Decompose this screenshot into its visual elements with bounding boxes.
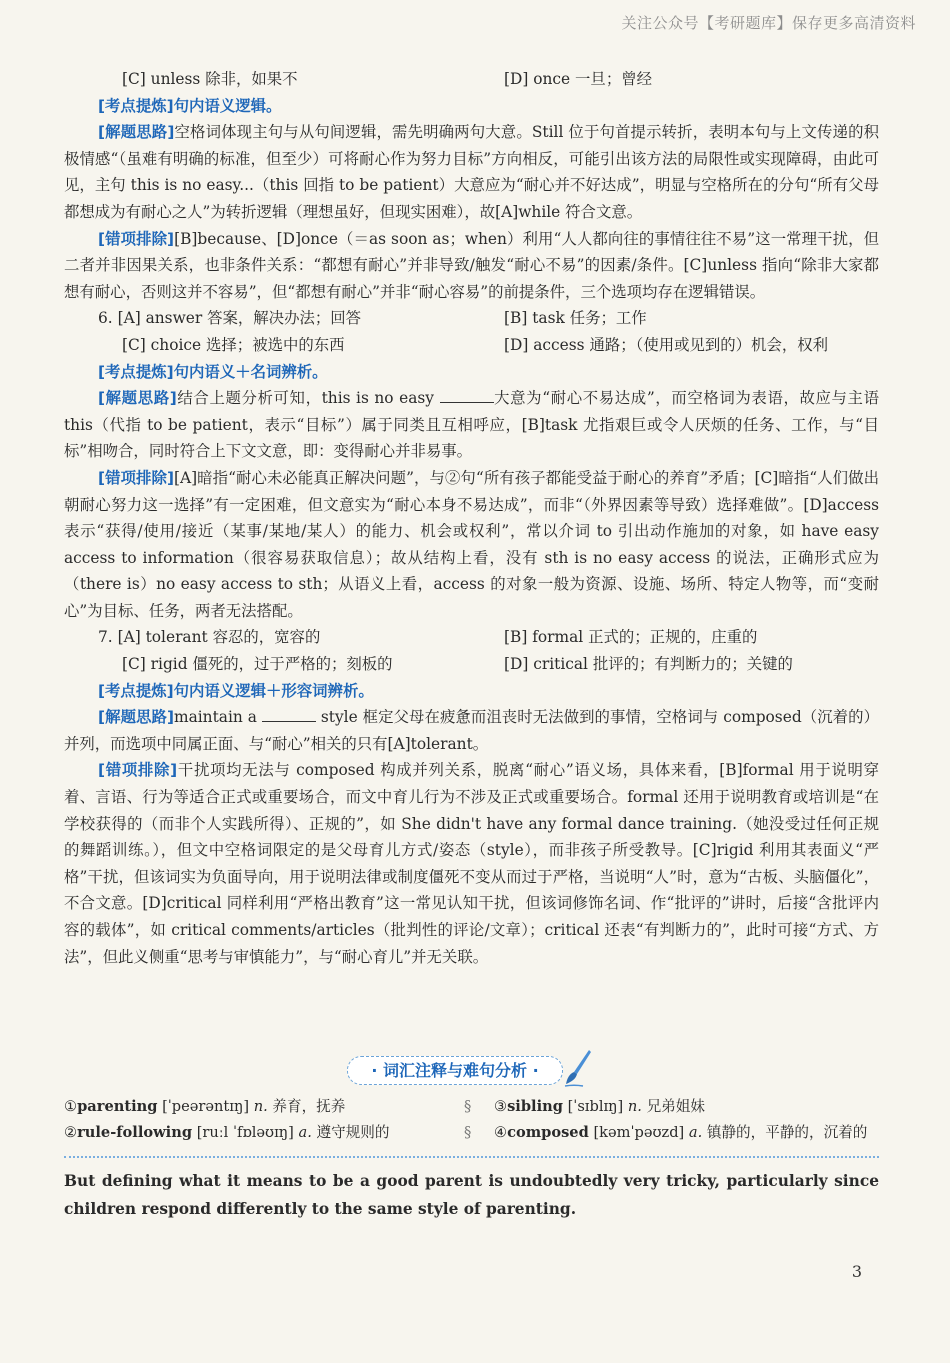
vocab-num: ① (64, 1098, 78, 1115)
q7-jieti (64, 704, 879, 757)
vocab-meaning: 养育，抚养 (272, 1098, 346, 1115)
vocab-phonetic: [ruːl ˈfɒləʊɪŋ] (196, 1124, 294, 1141)
q7-option-c: [C] rigid 僵死的，过于严格的；刻板的 (122, 655, 393, 674)
kaodian-tag: [考点提炼] (98, 362, 174, 381)
brush-icon (563, 1048, 593, 1088)
vocab-phonetic: [ˈpeərəntɪŋ] (162, 1098, 250, 1115)
vocab-word: rule-following (77, 1124, 193, 1141)
q7-kaodian (64, 678, 879, 705)
q6-option-c: [C] choice 选择；被选中的东西 (122, 335, 345, 354)
q5-option-c: [C] unless 除非，如果不 (122, 70, 298, 88)
vocab-item (64, 1120, 464, 1146)
vocab-row (64, 1094, 879, 1120)
vocab-list (64, 1094, 879, 1146)
q5-cuoxiang (64, 226, 879, 306)
vocab-banner-title: · 词汇注释与难句分析 · (347, 1056, 563, 1085)
cuoxiang-tag: [错项排除] (98, 229, 175, 248)
q5-option-d: [D] once 一旦；曾经 (504, 70, 652, 88)
page-content (64, 66, 879, 970)
jieti-tag: [解题思路] (98, 389, 177, 408)
section-divider (64, 1156, 879, 1158)
q6-option-d: [D] access 通路；（使用或见到的）机会，权利 (504, 335, 829, 354)
vocab-item (494, 1094, 879, 1120)
q5-kaodian (64, 93, 879, 120)
vocab-divider: § (464, 1124, 472, 1141)
q5-options-row (64, 66, 879, 93)
vocab-word: parenting (77, 1098, 158, 1115)
vocab-num: ④ (494, 1124, 508, 1141)
q7-option-b: [B] formal 正式的；正规的，庄重的 (504, 628, 758, 647)
q6-jieti (64, 385, 879, 465)
vocab-word: sibling (507, 1098, 563, 1115)
vocab-row (64, 1120, 879, 1146)
kaodian-text: 句内语义逻辑＋形容词辨析。 (173, 681, 374, 700)
cuoxiang-text: [B]because、[D]once（＝as soon as；when）利用“人人都向往的事情往往不易”这一常理干扰，但二者并非因果关系，也非条件关系：“都想有耐心”并非导致/触发“耐心不易”的因素/条件。[C]unless 指向“除非大家都想有耐心，否则这并不容易”，但“都想有耐心”并非“耐心容易”的前提条件，三个选项均存在逻辑错误。 (64, 229, 879, 301)
vocab-num: ② (64, 1124, 78, 1141)
q6-options-row-2 (64, 332, 879, 359)
vocab-meaning: 兄弟姐妹 (646, 1098, 705, 1115)
cuoxiang-tag: [错项排除] (98, 468, 174, 487)
jieti-text-pre: 结合上题分析可知，this is no easy (176, 389, 434, 408)
vocab-section-banner (347, 1054, 593, 1086)
jieti-text-post: style 框定父母在疲惫而沮丧时无法做到的事情，空格词与 composed（沉着的）并列，而选项中同属正面、与“耐心”相关的只有[A]tolerant。 (64, 708, 879, 753)
page-number: 3 (851, 1262, 862, 1281)
q7-option-a: 7. [A] tolerant 容忍的，宽容的 (98, 628, 321, 647)
q6-kaodian (64, 359, 879, 386)
vocab-phonetic: [ˈsɪblɪŋ] (567, 1098, 624, 1115)
q6-option-a: 6. [A] answer 答案，解决办法；回答 (98, 309, 362, 328)
jieti-text: 空格词体现主句与从句间逻辑，需先明确两句大意。Still 位于句首提示转折，表明本句与上文传递的积极情感“（虽难有明确的标准，但至少）可将耐心作为努力目标”方向相反，可能引出该方法的局限性或实现障碍，由此可见，主句 this is no easy...（this 回指 to be patient）大意应为“耐心并不好达成”，明显与空格所在的分句“所有父母都想成为有耐心之人”为转折逻辑（理想虽好，但现实困难），故[A]while 符合文意。 (64, 123, 880, 221)
vocab-item (494, 1120, 879, 1146)
jieti-text-post: 大意为“耐心不易达成”，而空格词为表语，故应与主语 this（代指 to be patient，表示“目标”）属于同类且互相呼应，[B]task 尤指艰巨或令人厌烦的任务、工作，与“目标”相吻合，同时符合上下文文意，即：变得耐心并非易事。 (64, 389, 879, 461)
vocab-pos: n. (253, 1098, 268, 1115)
answer-blank (440, 388, 494, 403)
vocab-pos: a. (298, 1124, 312, 1141)
vocab-num: ③ (494, 1098, 508, 1115)
q7-options-row-2 (64, 651, 879, 678)
kaodian-tag: [考点提炼] (98, 96, 174, 115)
q6-cuoxiang (64, 465, 879, 625)
q7-options-row-1 (64, 624, 879, 651)
answer-blank (262, 707, 316, 722)
kaodian-text: 句内语义逻辑。 (173, 96, 282, 115)
vocab-word: composed (507, 1124, 589, 1141)
difficult-sentence: But defining what it means to be a good parent is undoubtedly very tricky, particularly since children respond differently to the same style of parenting. (64, 1172, 879, 1218)
watermark-text: 关注公众号【考研题库】保存更多高清资料 (621, 14, 916, 32)
vocab-pos: a. (688, 1124, 703, 1141)
jieti-tag: [解题思路] (98, 123, 175, 142)
cuoxiang-text: [A]暗指“耐心未必能真正解决问题”，与②句“所有孩子都能受益于耐心的养育”矛盾；[C]暗指“人们做出朝耐心努力这一选择”有一定困难，但文意实为“耐心本身不易达成”，而非“（外界因素等导致）选择难做”。[D]access 表示“获得/使用/接近（某事/某地/某人）的能力、机会或权利”，常以介词 to 引出动作施加的对象，如 have easy access to information（很容易获取信息）；故从结构上看，没有 sth is no easy access 的说法，正确形式应为（there is）no easy access to sth；从语义上看，access 的对象一般为资源、设施、场所、特定人物等，而“变耐心”为目标、任务，两者无法搭配。 (64, 468, 879, 620)
jieti-tag: [解题思路] (98, 708, 174, 727)
cuoxiang-text: 干扰项均无法与 composed 构成并列关系，脱离“耐心”语义场，具体来看，[B]formal 用于说明穿着、言语、行为等适合正式或重要场合，而文中育儿行为不涉及正式或重要场合。formal 还用于说明教育或培训是“在学校获得的（而非个人实践所得）、正规的”，如 She didn't have any formal dance training.（她没受过任何正规的舞蹈训练。），但文中空格词限定的是父母育儿方式/姿态（style），而非孩子所受教导。[C]rigid 利用其表面义“严格”干扰，但该词实为负面导向，用于说明法律或制度僵死不变从而过于严格，当说明“人”时，意为“古板、头脑僵化”，不合文意。[D]critical 同样利用“严格出教育”这一常见认知干扰，但该词修饰名词、作“批评的”讲时，后接“含批评内容的载体”，如 critical comments/articles（批判性的评论/文章）；critical 还表“有判断力的”，此时可接“方式、方法”，但此义侧重“思考与审慎能力”，与“耐心育儿”并无关联。 (64, 761, 879, 966)
vocab-meaning: 遵守规则的 (316, 1124, 390, 1141)
q7-option-d: [D] critical 批评的；有判断力的；关键的 (504, 655, 793, 674)
jieti-text-pre: maintain a (173, 708, 257, 727)
q7-cuoxiang (64, 757, 879, 970)
q5-jieti (64, 119, 879, 225)
q6-options-row-1 (64, 305, 879, 332)
cuoxiang-tag: [错项排除] (98, 761, 178, 780)
vocab-phonetic: [kəmˈpəʊzd] (593, 1124, 685, 1141)
vocab-divider: § (464, 1098, 472, 1115)
kaodian-tag: [考点提炼] (98, 681, 174, 700)
vocab-pos: n. (627, 1098, 642, 1115)
q6-option-b: [B] task 任务；工作 (504, 309, 647, 328)
kaodian-text: 句内语义＋名词辨析。 (173, 362, 328, 381)
vocab-item (64, 1094, 464, 1120)
vocab-meaning: 镇静的，平静的，沉着的 (706, 1124, 868, 1141)
